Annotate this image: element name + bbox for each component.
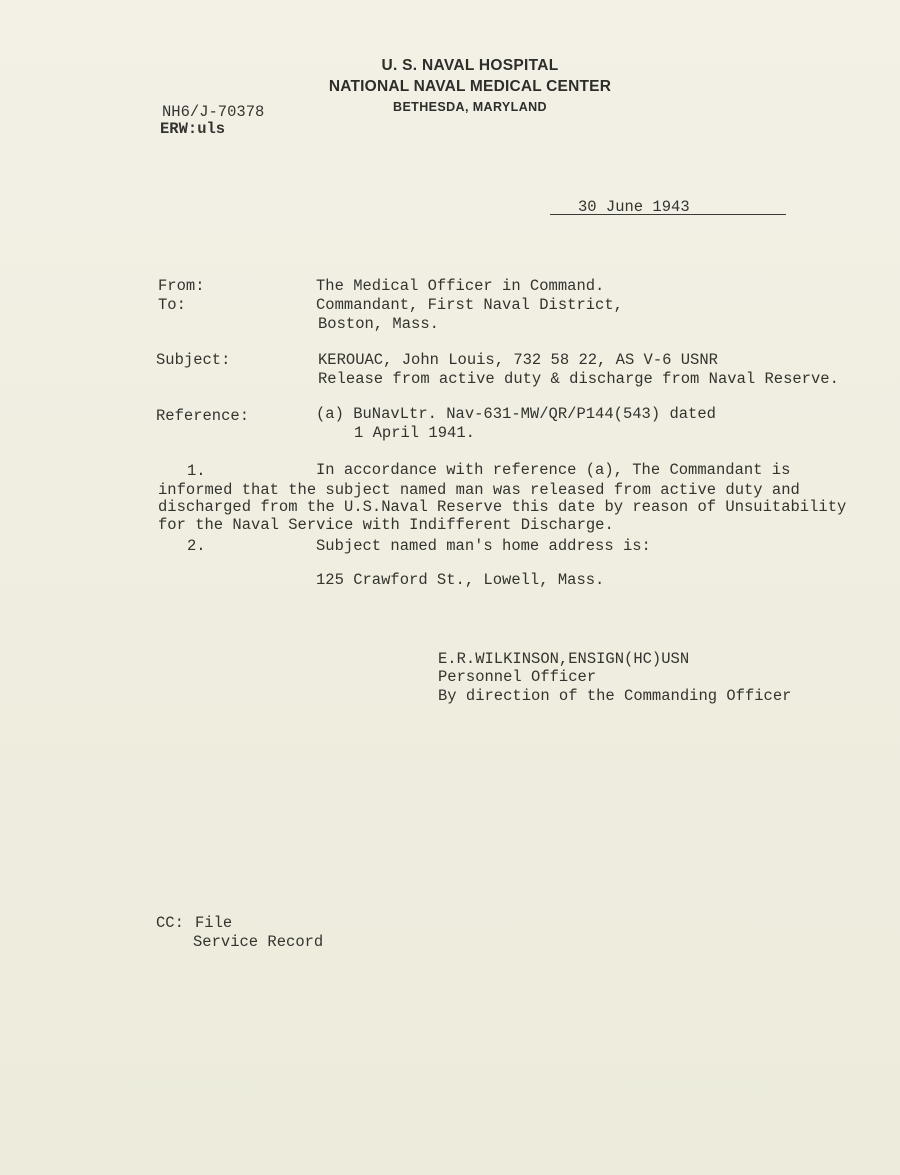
paragraph-1-line-1: In accordance with reference (a), The Commandant is xyxy=(316,461,791,479)
signature-authority: By direction of the Commanding Officer xyxy=(438,687,792,705)
letter-date: 30 June 1943 xyxy=(578,198,690,216)
to-line-1: Commandant, First Naval District, xyxy=(316,296,623,314)
subject-line-2: Release from active duty & discharge from Naval Reserve. xyxy=(318,370,839,388)
subject-label: Subject: xyxy=(156,351,231,369)
letterhead-center: NATIONAL NAVAL MEDICAL CENTER xyxy=(328,78,612,95)
cc-item-service-record: Service Record xyxy=(193,933,324,951)
paragraph-1-line-3: discharged from the U.S.Naval Reserve this date by reason of Unsuitability xyxy=(158,498,847,516)
signature-name: E.R.WILKINSON,ENSIGN(HC)USN xyxy=(438,650,690,668)
to-line-2: Boston, Mass. xyxy=(318,315,439,333)
reference-line-1: (a) BuNavLtr. Nav-631-MW/QR/P144(543) dated xyxy=(316,405,716,423)
date-underline xyxy=(550,214,786,215)
from-value: The Medical Officer in Command. xyxy=(316,277,605,295)
paragraph-2-number: 2. xyxy=(187,537,206,555)
paragraph-1-line-4: for the Naval Service with Indifferent Discharge. xyxy=(158,516,614,534)
paragraph-1-number: 1. xyxy=(187,462,206,480)
paragraph-1-line-2: informed that the subject named man was released from active duty and xyxy=(158,481,800,499)
home-address: 125 Crawford St., Lowell, Mass. xyxy=(316,571,605,589)
from-label: From: xyxy=(158,277,205,295)
letterhead-location: BETHESDA, MARYLAND xyxy=(393,100,547,114)
paragraph-2-line-1: Subject named man's home address is: xyxy=(316,537,651,555)
to-label: To: xyxy=(158,296,186,314)
letterhead-hospital: U. S. NAVAL HOSPITAL xyxy=(381,57,559,74)
file-reference-initials: ERW:uls xyxy=(160,120,226,138)
reference-line-2: 1 April 1941. xyxy=(354,424,475,442)
subject-line-1: KEROUAC, John Louis, 732 58 22, AS V-6 USNR xyxy=(318,351,718,369)
reference-label: Reference: xyxy=(156,407,250,425)
signature-title: Personnel Officer xyxy=(438,668,597,686)
cc-item-file: File xyxy=(195,914,233,932)
cc-label: CC: xyxy=(156,914,184,932)
file-reference-code: NH6/J-70378 xyxy=(162,103,265,121)
